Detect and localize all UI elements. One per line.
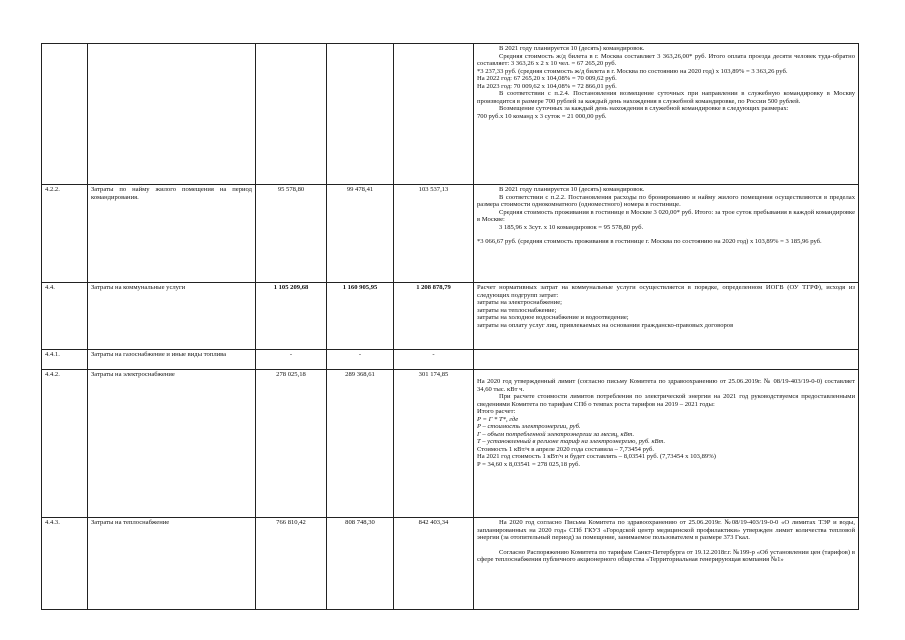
row-description — [474, 518, 859, 610]
value-2021: 95 578,80 — [256, 185, 327, 283]
row-description — [474, 350, 859, 370]
value-2022 — [327, 44, 394, 185]
row-number: 4.4.3. — [42, 518, 88, 610]
row-title: Затраты на электроснабжение — [88, 370, 256, 518]
desc-line: Средняя стоимость ж/д билета в г. Москва составляет 3 363,26,00* руб. Итого оплата проезда десяти человек туда-обратно составляет: 3 363,26 х 2 х 10 чел. = 67 265,20 руб. — [477, 52, 855, 67]
desc-line: Г – объем потребленной электроэнергии за месяц, кВт. — [477, 430, 635, 438]
desc-line: затраты на оплату услуг лиц, привлекаемых на основании гражданско-правовых договоров — [477, 321, 734, 329]
row-description — [474, 370, 859, 518]
row-title: Затраты на коммунальные услуги — [88, 283, 256, 350]
desc-line: *3 066,67 руб. (средняя стоимость проживания в гостинице г. Москва по состоянию на 2020 год) х 103,89% = 3 185,96 руб. — [477, 238, 822, 245]
value-2021: - — [256, 350, 327, 370]
row-number: 4.4.2. — [42, 370, 88, 518]
desc-line: В 2021 году планируется 10 (десять) командировок. — [499, 45, 645, 52]
row-number: 4.4. — [42, 283, 88, 350]
row-title — [88, 44, 256, 185]
desc-line: Возмещение суточных за каждый день нахождения в служебной командировке в следующих размерах: — [499, 105, 789, 112]
value-2022: 1 160 905,95 — [327, 283, 394, 350]
value-2023: 103 537,13 — [394, 185, 474, 283]
desc-line: В соответствии с п.2.2. Постановления расходы по бронированию и найму жилого помещения осуществляются в пределах размера стоимости однокомнатного (одноместного) номера в гостинице. — [477, 193, 855, 208]
value-2023: 301 174,85 — [394, 370, 474, 518]
value-2022: 289 368,61 — [327, 370, 394, 518]
desc-line: P – стоимость электроэнергии, руб. — [477, 423, 581, 430]
desc-line: В 2021 году планируется 10 (десять) командировок. — [499, 186, 645, 193]
row-title: Затраты по найму жилого помещения на период командирования. — [88, 185, 256, 283]
row-number — [42, 44, 88, 185]
value-2023: 1 208 878,79 — [394, 283, 474, 350]
desc-line: P = Г * T*, где — [477, 415, 519, 423]
row-number: 4.4.1. — [42, 350, 88, 370]
desc-line: затраты на теплоснабжение; — [477, 306, 557, 314]
value-2022: 808 748,30 — [327, 518, 394, 610]
desc-line: затраты на холодное водоснабжение и водоотведение; — [477, 314, 629, 321]
table-row — [42, 185, 859, 283]
desc-line: Средняя стоимость проживания в гостинице в Москве 3 020,00* руб. Итого: за трое суток пребывания в каждой командировке в Москве: — [477, 208, 855, 223]
table-row — [42, 44, 859, 185]
desc-line: На 2021 год стоимость 1 кВт/ч и будет составлять – 8,03541 руб. (7,73454 х 103,89%) — [477, 453, 716, 460]
value-2021 — [256, 44, 327, 185]
value-2022: 99 478,41 — [327, 185, 394, 283]
value-2021: 766 810,42 — [256, 518, 327, 610]
table-row — [42, 350, 859, 370]
row-title: Затраты на газоснабжение и иные виды топлива — [88, 350, 256, 370]
row-number: 4.2.2. — [42, 185, 88, 283]
desc-line: Согласно Распоряжению Комитета по тарифам Санкт-Петербурга от 19.12.2018г.г. №199-р «Об установлении цен (тарифов) в сфере теплоснабжения публичного акционерного общества «Территориальная генерирующая компания №1» — [477, 548, 855, 563]
desc-line: *3 237,33 руб. (средняя стоимость ж/д билета в г. Москва по состоянию на 2020 год) х 103,89% = 3 363,26 руб. — [477, 67, 788, 75]
desc-line: P = 34,60 х 8,03541 = 278 025,18 руб. — [477, 460, 581, 468]
desc-line: Итого расчет: — [477, 408, 516, 415]
desc-line: При расчете стоимости лимитов потребления по электрической энергии на 2021 год руководствуемся предоставленными сведениями Комитета по тарифам СПб о темпах роста тарифов на 2019 – 2021 годы: — [477, 393, 855, 408]
desc-line: Стоимость 1 кВт/ч в апреле 2020 года составила – 7,73454 руб. — [477, 445, 655, 453]
row-description — [474, 44, 859, 185]
desc-line: На 2023 год: 70 009,62 х 104,08% = 72 866,01 руб. — [477, 82, 617, 90]
value-2021: 278 025,18 — [256, 370, 327, 518]
desc-line: затраты на электроснабжение; — [477, 299, 562, 306]
desc-line: На 2022 год: 67 265,20 х 104,08% = 70 009,62 руб. — [477, 75, 617, 82]
desc-line: На 2020 год согласно Письма Комитета по здравоохранению от 25.06.2019г. №08/19-403/19-0-0 «О лимитах ТЭР и воды, запланированных на 2020 год» СПб ГКУЗ «Городской центр медицинской профилактики» утвержден лимит количества тепловой энергии (за отопительный период) за помещение, занимаемое пользователем в размере 373 Гкал. — [477, 519, 855, 541]
budget-table — [41, 43, 859, 610]
desc-line: Расчет нормативных затрат на коммунальные услуги осуществляется в порядке, определенном ИОГВ (ОУ ТГРФ), исходя из следующих подгрупп затрат: — [477, 284, 855, 299]
row-title: Затраты на теплоснабжение — [88, 518, 256, 610]
table-row — [42, 370, 859, 518]
row-description — [474, 185, 859, 283]
value-2023: 842 403,34 — [394, 518, 474, 610]
value-2021: 1 105 209,68 — [256, 283, 327, 350]
desc-line: На 2020 год утвержденный лимит (согласно письму Комитета по здравоохранению от 25.06.2019г. № 08/19-403/19-0-0) составляет 34,60 тыс. кВт ч. — [477, 378, 855, 393]
value-2023 — [394, 44, 474, 185]
table-row — [42, 283, 859, 350]
row-description — [474, 283, 859, 350]
desc-line: 700 руб.х 10 команд х 3 суток = 21 000,00 руб. — [477, 112, 607, 120]
value-2022: - — [327, 350, 394, 370]
value-2023: - — [394, 350, 474, 370]
desc-line: T – установленный в регионе тариф на электроэнергию, руб. кВт. — [477, 438, 666, 445]
table-row — [42, 518, 859, 610]
desc-line: 3 185,96 х 3сут. х 10 командировок = 95 578,80 руб. — [499, 223, 644, 231]
desc-line: В соответствии с п.2.4. Постановления возмещение суточных при направлении в служебную командировку в Москву производится в размере 700 рублей за каждый день нахождения в служебной командировке, по России 500 рублей. — [477, 90, 855, 105]
